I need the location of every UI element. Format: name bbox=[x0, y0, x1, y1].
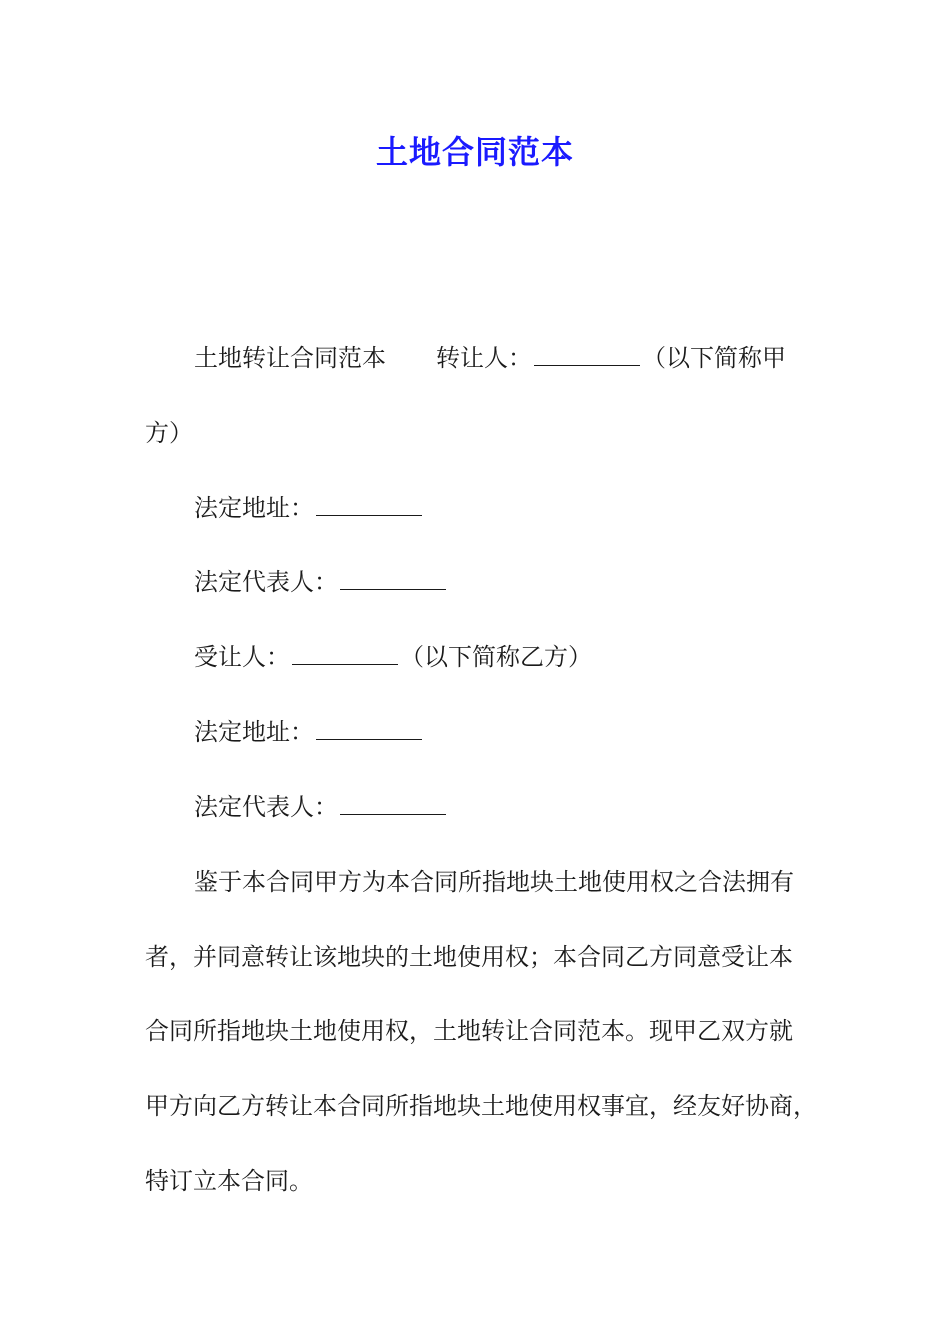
transferor-blank bbox=[534, 341, 640, 366]
document-title: 土地合同范本 bbox=[375, 133, 574, 171]
party-a-rep-blank bbox=[340, 565, 446, 590]
transferor-suffix: （以下简称甲 bbox=[642, 344, 786, 372]
intro-line-continued: 方） bbox=[145, 419, 193, 447]
transferee-suffix: （以下简称乙方） bbox=[400, 643, 592, 671]
party-b-rep-line bbox=[194, 790, 448, 824]
transferee-line bbox=[194, 640, 592, 674]
party-b-address-blank bbox=[316, 715, 422, 740]
party-a-address-label: 法定地址： bbox=[194, 494, 314, 522]
preamble-line-2: 者，并同意转让该地块的土地使用权；本合同乙方同意受让本 bbox=[145, 943, 793, 971]
intro-heading: 土地转让合同范本 bbox=[194, 344, 386, 372]
preamble-line-4: 甲方向乙方转让本合同所指地块土地使用权事宜，经友好协商， bbox=[145, 1092, 817, 1120]
party-b-address-label: 法定地址： bbox=[194, 718, 314, 746]
preamble-line-3: 合同所指地块土地使用权，土地转让合同范本。现甲乙双方就 bbox=[145, 1017, 793, 1045]
transferee-label: 受让人： bbox=[194, 643, 290, 671]
party-b-rep-blank bbox=[340, 790, 446, 815]
preamble-line-5: 特订立本合同。 bbox=[145, 1167, 313, 1195]
intro-line bbox=[194, 341, 786, 375]
party-a-rep-label: 法定代表人： bbox=[194, 568, 338, 596]
transferee-blank bbox=[292, 640, 398, 665]
party-a-address-line bbox=[194, 491, 424, 525]
party-a-rep-line bbox=[194, 565, 448, 599]
preamble-line-1: 鉴于本合同甲方为本合同所指地块土地使用权之合法拥有 bbox=[194, 868, 794, 896]
transferor-label: 转让人： bbox=[436, 344, 532, 372]
party-b-rep-label: 法定代表人： bbox=[194, 793, 338, 821]
party-a-address-blank bbox=[316, 491, 422, 516]
party-b-address-line bbox=[194, 715, 424, 749]
